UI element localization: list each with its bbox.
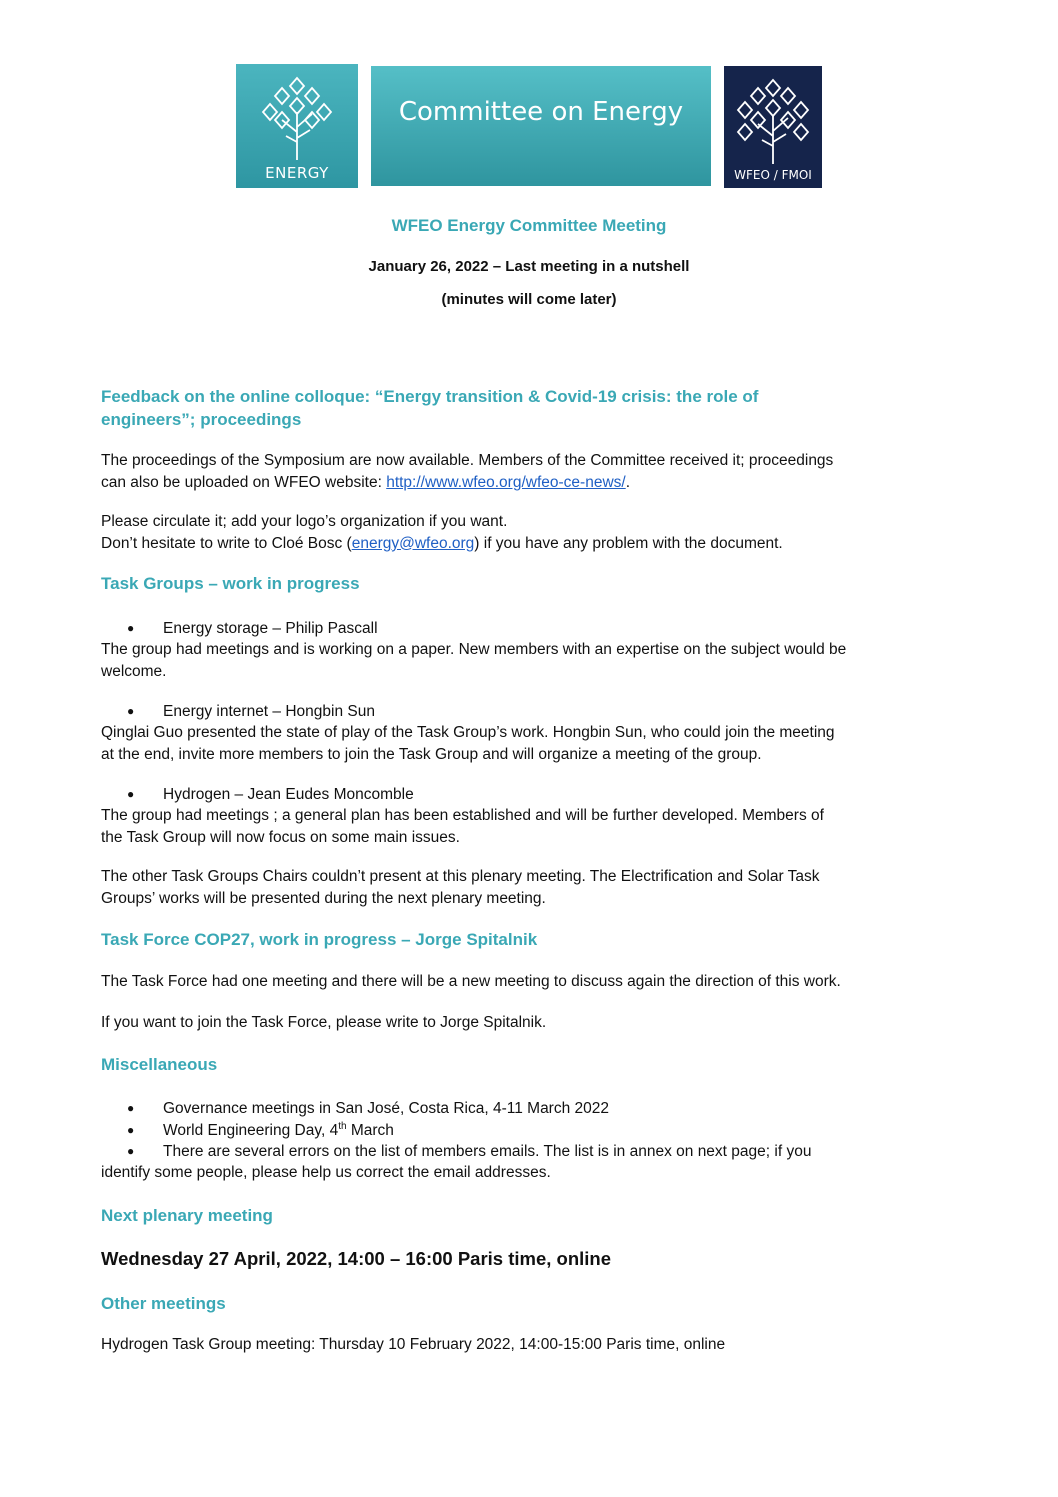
proceedings-paragraph <box>101 450 971 493</box>
other-meetings-paragraph: Hydrogen Task Group meeting: Thursday 10 February 2022, 14:00-15:00 Paris time, online <box>101 1336 726 1353</box>
hydrogen-paragraph <box>101 805 971 848</box>
list-item <box>127 701 375 723</box>
list-item <box>127 1098 609 1120</box>
energy-email-link[interactable]: energy@wfeo.org <box>351 534 475 552</box>
list-item <box>127 784 414 806</box>
committee-banner <box>371 66 711 186</box>
other-groups-line1: The other Task Groups Chairs couldn’t present at this plenary meeting. The Electrification and Solar Task <box>101 868 820 885</box>
energy-storage-paragraph <box>101 639 971 682</box>
feedback-heading <box>101 385 961 431</box>
list-item-text: Energy internet – Hongbin Sun <box>163 703 375 720</box>
proceedings-line1: The proceedings of the Symposium are now available. Members of the Committee received it; proceedings <box>101 452 834 469</box>
hydrogen-line1: The group had meetings ; a general plan has been established and will be further developed. Members of <box>101 807 824 824</box>
energy-internet-paragraph <box>101 722 971 765</box>
list-item <box>127 618 378 640</box>
page-title: WFEO Energy Committee Meeting <box>391 216 667 235</box>
proceedings-line2 <box>101 472 971 494</box>
wfeo-logo-caption: WFEO / FMOI <box>734 168 812 182</box>
energy-logo-caption: ENERGY <box>265 164 329 182</box>
wfeo-logo <box>724 66 822 188</box>
bullet-icon: ● <box>127 621 135 635</box>
misc-heading: Miscellaneous <box>101 1055 218 1074</box>
task-force-heading: Task Force COP27, work in progress – Jorge Spitalnik <box>101 930 538 949</box>
misc-continuation: identify some people, please help us correct the email addresses. <box>101 1164 551 1181</box>
next-plenary-date: Wednesday 27 April, 2022, 14:00 – 16:00 Paris time, online <box>101 1248 612 1269</box>
bullet-icon: ● <box>127 704 135 718</box>
list-item-text: There are several errors on the list of members emails. The list is in annex on next page; if you <box>163 1143 812 1160</box>
circulate-line2-text: Don’t hesitate to write to Cloé Bosc ( <box>101 534 352 552</box>
bullet-icon: ● <box>127 787 135 801</box>
task-force-paragraph: The Task Force had one meeting and there will be a new meeting to discuss again the direction of this work. <box>101 973 841 990</box>
task-groups-heading: Task Groups – work in progress <box>101 574 360 593</box>
energy-storage-line2: welcome. <box>101 662 167 680</box>
list-item <box>127 1120 394 1142</box>
energy-storage-line1: The group had meetings and is working on a paper. New members with an expertise on the subject would be <box>101 641 847 658</box>
ordinal-suffix: th <box>338 1120 347 1132</box>
circulate-paragraph <box>101 511 971 554</box>
list-item-text: World Engineering Day, 4 <box>163 1122 339 1139</box>
energy-logo <box>236 64 358 188</box>
tree-icon <box>732 74 814 166</box>
other-groups-line2: Groups’ works will be presented during the next plenary meeting. <box>101 889 546 907</box>
bullet-icon: ● <box>127 1123 135 1137</box>
minutes-note: (minutes will come later) <box>441 291 617 308</box>
other-groups-paragraph <box>101 866 971 909</box>
next-plenary-heading: Next plenary meeting <box>101 1206 273 1225</box>
tree-icon <box>260 72 334 162</box>
circulate-line1: Please circulate it; add your logo’s organization if you want. <box>101 513 508 530</box>
wfeo-news-link[interactable]: http://www.wfeo.org/wfeo-ce-news/ <box>386 473 626 491</box>
banner-title: Committee on Energy <box>398 97 684 127</box>
list-item-text: Energy storage – Philip Pascall <box>163 620 378 637</box>
energy-internet-line2: at the end, invite more members to join the Task Group and will organize a meeting of the group. <box>101 745 762 763</box>
circulate-line2-end: ) if you have any problem with the document. <box>474 534 783 552</box>
meeting-date-line: January 26, 2022 – Last meeting in a nutshell <box>368 258 690 275</box>
list-item-text-end: March <box>346 1122 394 1139</box>
hydrogen-line2: the Task Group will now focus on some main issues. <box>101 828 460 846</box>
list-item-text: Hydrogen – Jean Eudes Moncomble <box>163 786 414 803</box>
feedback-heading-line2: engineers”; proceedings <box>101 410 302 429</box>
list-item <box>127 1141 811 1163</box>
energy-internet-line1: Qinglai Guo presented the state of play of the Task Group’s work. Hongbin Sun, who could join the meeting <box>101 724 835 741</box>
bullet-icon: ● <box>127 1101 135 1115</box>
proceedings-line2-end: . <box>625 473 631 491</box>
other-meetings-heading: Other meetings <box>101 1294 226 1313</box>
bullet-icon: ● <box>127 1144 135 1158</box>
list-item-text: Governance meetings in San José, Costa Rica, 4-11 March 2022 <box>163 1100 610 1117</box>
task-force-join-paragraph: If you want to join the Task Force, please write to Jorge Spitalnik. <box>101 1014 547 1031</box>
proceedings-line2-text: can also be uploaded on WFEO website: <box>101 473 387 491</box>
feedback-heading-line1: Feedback on the online colloque: “Energy transition & Covid-19 crisis: the role of <box>101 387 759 406</box>
circulate-line2 <box>101 533 971 555</box>
